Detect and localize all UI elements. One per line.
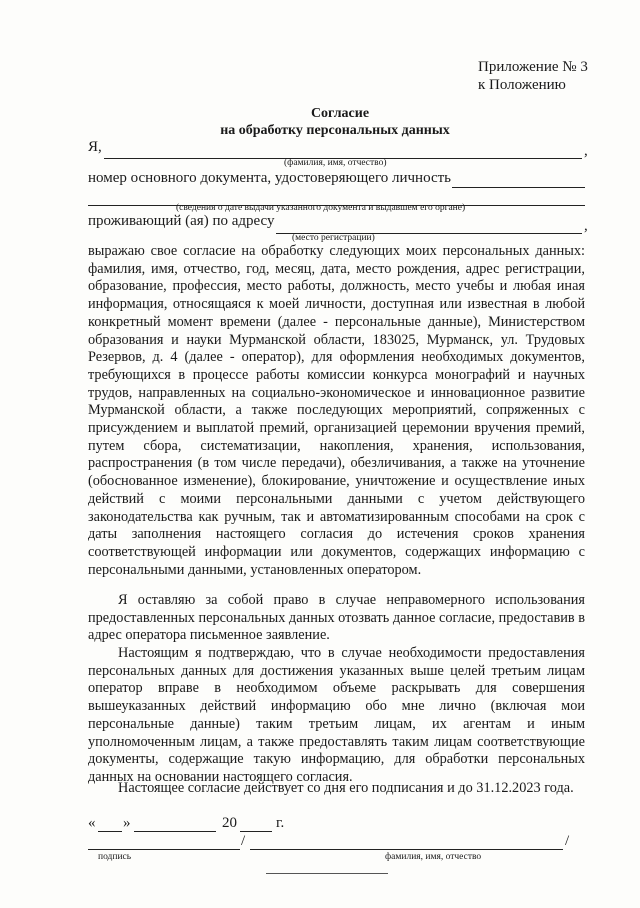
address-comma: , [584, 218, 588, 234]
third-party-paragraph: Настоящим я подтверждаю, что в случае необходимости предоставления персональных данных для достижения указанных выше целей третьим лицам оператор вправе в необходимом объеме раскрывать для совершения вышеуказанных действий информацию обо мне лично (включая мои персональные данные) таким третьим лицам, их агентам и иным уполномоченным лицам, а также предоставлять таким лицам соответствующие документы, содержащие такую информацию, для обработки персональных данных на основании настоящего согласия. [88, 645, 585, 785]
name-comma: , [584, 143, 588, 159]
name-hint: (фамилия, имя, отчество) [284, 158, 387, 168]
document-number-input-line[interactable] [452, 187, 585, 188]
title-consent: Согласие [310, 106, 370, 121]
date-century: 20 [222, 815, 237, 831]
day-input-line[interactable] [98, 831, 122, 832]
title-subject: на обработку персональных данных [220, 123, 450, 138]
document-title [0, 105, 640, 139]
footer-rule [266, 873, 388, 874]
address-hint: (место регистрации) [292, 233, 375, 243]
date-open-quote: « [88, 815, 96, 831]
date-close-quote: » [123, 815, 131, 831]
document-label: номер основного документа, удостоверяющего личность [88, 170, 452, 186]
document-hint: (сведения о дате выдачи указанного документа и выдавшем его органе) [176, 203, 466, 213]
revocation-paragraph: Я оставляю за собой право в случае неправомерного использования предоставленных персональных данных отозвать данное согласие, предоставив в адрес оператора письменное заявление. [88, 592, 585, 644]
month-input-line[interactable] [134, 831, 216, 832]
appendix-reference [478, 58, 588, 94]
signature-slash-left: / [241, 833, 246, 849]
validity-paragraph: Настоящее согласие действует со дня его подписания и до 31.12.2023 года. [118, 780, 574, 796]
full-name-label: фамилия, имя, отчество [385, 852, 482, 862]
appendix-number: Приложение № 3 [478, 59, 588, 75]
consent-paragraph-main: выражаю свое согласие на обработку следующих моих персональных данных: фамилия, имя, отчество, год, месяц, дата, место рождения, адрес регистрации, образование, профессия, место работы, должность, место учебы и любая иная информация, относящаяся к моей личности, доступная или известная в любой конкретный момент времени (далее - персональные данные), Министерством образования и науки Мурманской области, 183025, Мурманск, ул. Трудовых Резервов, д. 4 (далее - оператор), для оформления необходимых документов, требующихся в процессе работы комиссии конкурса монографий и научных трудов, направленных на социально-экономическое и инновационное развитие Мурманской области, а также последующих мероприятий, сопряженных с присуждением и выплатой премий, организацией церемонии вручения премий, путем сбора, систематизации, накопления, хранения, использования, распространения (в том числе передачи), обезличивания, а также на уточнение (обоснованное изменение), блокирование, уничтожение и осуществление иных действий с моими персональными данными с учетом действующего законодательства как ручным, так и автоматизированным способами на срок с даты заполнения настоящего согласия до истечения сроков хранения соответствующей информации или документов, содержащих информацию с персональными данными, установленных оператором. [88, 243, 585, 578]
address-label: проживающий (ая) по адресу [88, 213, 275, 229]
year-input-line[interactable] [240, 831, 272, 832]
signature-slash-right: / [565, 833, 570, 849]
signature-label: подпись [98, 852, 132, 862]
appendix-regulation: к Положению [478, 77, 566, 93]
full-name-input-line[interactable] [250, 849, 563, 850]
name-prefix: Я, [88, 139, 102, 155]
date-year-suffix: г. [276, 815, 285, 831]
signature-input-line[interactable] [88, 849, 240, 850]
